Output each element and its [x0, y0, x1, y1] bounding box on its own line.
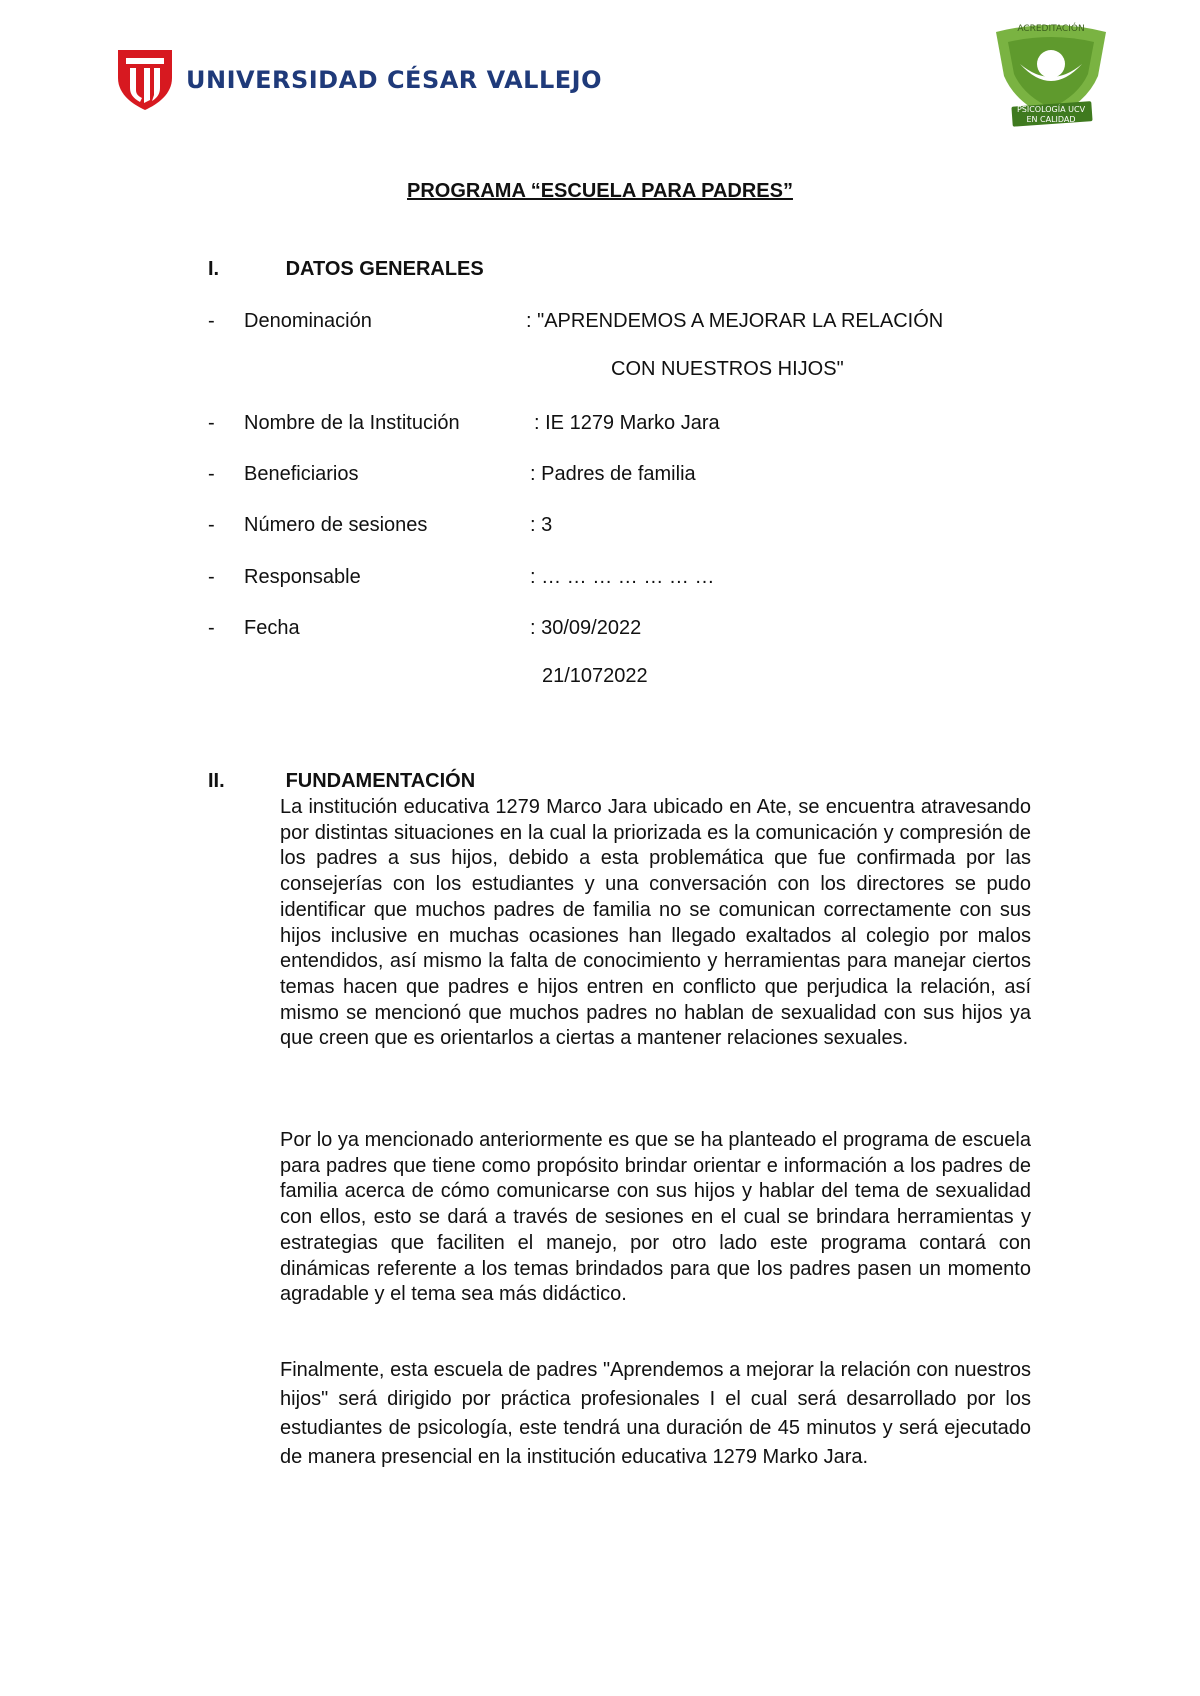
section-fundamentacion-heading [208, 770, 475, 793]
row-bullet: - [208, 310, 215, 332]
paragraph-2: Por lo ya mencionado anteriormente es que se ha planteado el programa de escuela para padres que tiene como propósito brindar orientar e información a los padres de familia acerca de cómo comunicarse con sus hijos y hablar del tema de sexualidad con ellos, esto se dará a través de sesiones en el cual se brindara herramientas y estrategias que faciliten el manejo, por otro lado este programa contará con dinámicas referente a los temas brindados para que los padres pasen un momento agradable y el tema sea más didáctico. [280, 1129, 1031, 1306]
row-label: Fecha [244, 617, 300, 639]
row-value-continuation: CON NUESTROS HIJOS" [611, 358, 844, 380]
row-bullet: - [208, 617, 215, 639]
row-label: Número de sesiones [244, 514, 428, 536]
row-bullet: - [208, 514, 215, 536]
paragraph-3: Finalmente, esta escuela de padres "Aprendemos a mejorar la relación con nuestros hijos" será dirigido por práctica profesionales I el cual será desarrollado por los estudiantes de psicología, este tendrá una duración de 45 minutos y será ejecutado de manera presencial en la institución educativa 1279 Marko Jara. [280, 1359, 1031, 1468]
section-title: FUNDAMENTACIÓN [285, 770, 476, 792]
row-label: Beneficiarios [244, 463, 359, 485]
row-label: Responsable [244, 566, 361, 588]
row-bullet: - [208, 566, 215, 588]
accreditation-top-text: ACREDITACIÓN [1017, 24, 1085, 34]
accreditation-bottom-text-2: EN CALIDAD [1026, 115, 1076, 124]
accreditation-bottom-text-1: PSICOLOGÍA UCV [1016, 105, 1086, 114]
section-title: DATOS GENERALES [285, 258, 484, 280]
row-label: Denominación [244, 310, 372, 332]
row-value: : IE 1279 Marko Jara [534, 412, 720, 434]
row-value: : Padres de familia [530, 463, 696, 485]
row-value: : 30/09/2022 [530, 617, 642, 639]
row-value-continuation: 21/1072022 [542, 665, 648, 687]
university-name: UNIVERSIDAD CÉSAR VALLEJO [186, 66, 602, 94]
row-bullet: - [208, 412, 215, 434]
section-number: I. [208, 258, 220, 280]
university-logo [116, 48, 602, 112]
section-number: II. [208, 770, 225, 792]
section-datos-generales-heading [208, 258, 484, 281]
document-title: PROGRAMA “ESCUELA PARA PADRES” [407, 180, 793, 202]
row-value: : "APRENDEMOS A MEJORAR LA RELACIÓN [526, 310, 944, 332]
row-value: : 3 [530, 514, 553, 536]
ucv-shield-icon [116, 48, 174, 112]
paragraph-1: La institución educativa 1279 Marco Jara ubicado en Ate, se encuentra atravesando por distintas situaciones en la cual la priorizada es la comunicación y compresión de los padres a sus hijos, debido a esta problemática que fue confirmada por las consejerías con los estudiantes y una conversación con los directores se pudo identificar que muchos padres de familia no se comunican correctamente con sus hijos inclusive en muchas ocasiones han llegado exaltados al colegio por malos entendidos, así mismo la falta de conocimiento y herramientas para manejar ciertos temas hacen que padres e hijos entren en conflicto que perjudica la relación, así mismo se mencionó que muchos padres no hablan de sexualidad con sus hijos ya que creen que es orientarlos a ciertas a mantener relaciones sexuales. [280, 796, 1031, 1050]
row-bullet: - [208, 463, 215, 485]
row-label: Nombre de la Institución [244, 412, 460, 434]
row-value: : … … … … … … … [530, 566, 715, 588]
accreditation-badge-icon [990, 20, 1112, 132]
